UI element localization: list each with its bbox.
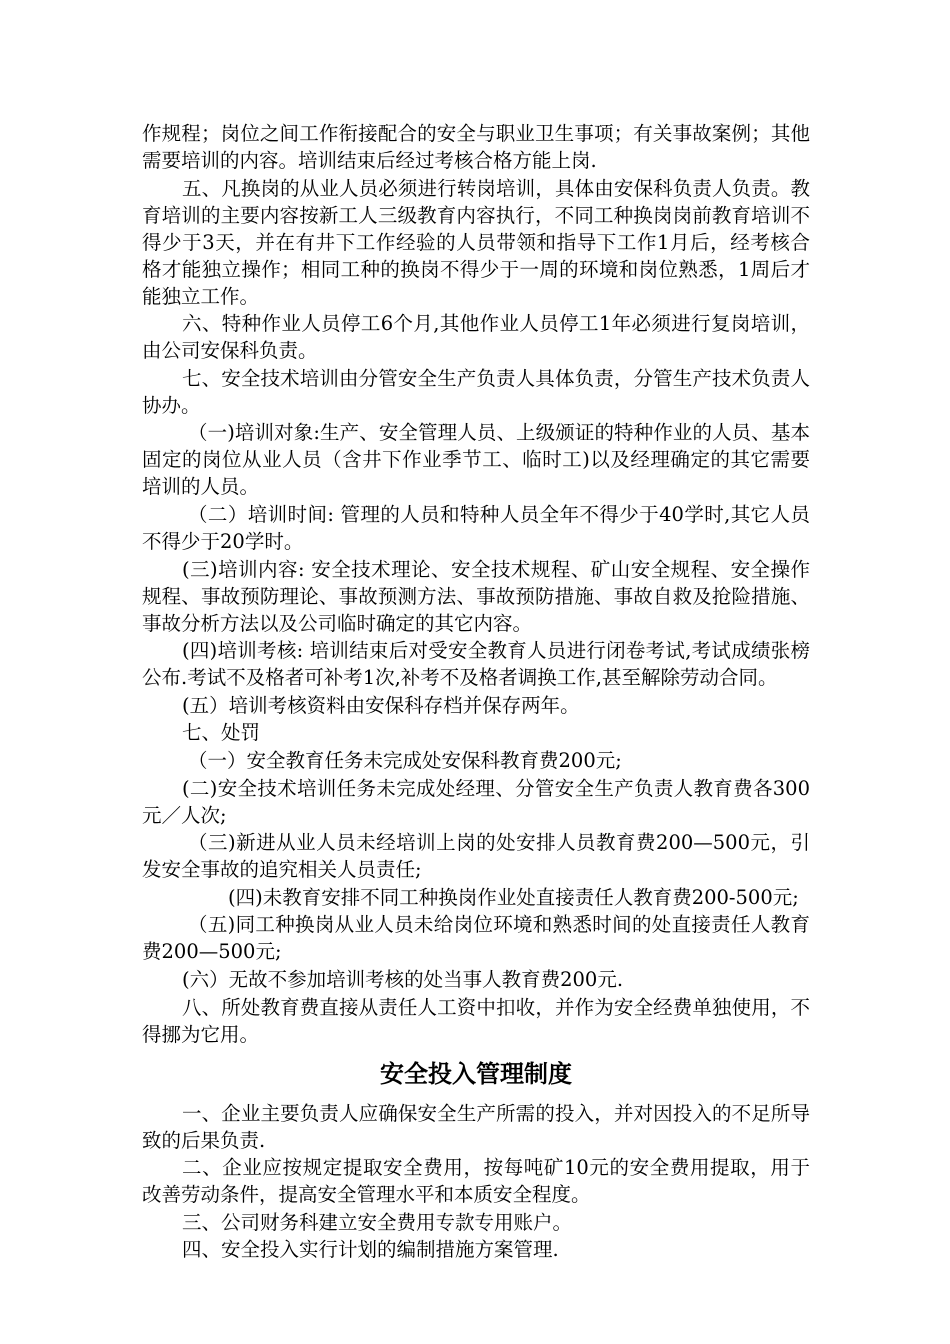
paragraph-safety-tech-training: 七、安全技术培训由分管安全生产负责人具体负责，分管生产技术负责人协办。: [142, 366, 810, 417]
paragraph-penalty-2: (二)安全技术培训任务未完成处经理、分管安全生产负责人教育费各300元／人次;: [142, 776, 810, 827]
paragraph-training-content-continued: 作规程；岗位之间工作衔接配合的安全与职业卫生事项；有关事故案例；其他需要培训的内容。培训结束后经过考核合格方能上岗.: [142, 122, 810, 172]
paragraph-penalty-1: （一）安全教育任务未完成处安保科教育费200元;: [188, 748, 622, 772]
paragraph-education-fee-usage: 八、所处教育费直接从责任人工资中扣收，并作为安全经费单独使用，不得挪为它用。: [142, 995, 810, 1046]
paragraph-training-records: (五）培训考核资料由安保科存档并保存两年。: [182, 693, 580, 717]
paragraph-investment-responsibility: 一、企业主要负责人应确保安全生产所需的投入，并对因投入的不足所导致的后果负责.: [142, 1101, 810, 1152]
paragraph-safety-fee-extraction: 二、企业应按规定提取安全费用，按每吨矿10元的安全费用提取，用于改善劳动条件，提高安全管理水平和本质安全程度。: [142, 1156, 810, 1207]
paragraph-training-hours: （二）培训时间: 管理的人员和特种人员全年不得少于40学时,其它人员不得少于20学时。: [142, 502, 810, 553]
paragraph-re-employment-training: 六、特种作业人员停工6个月,其他作业人员停工1年必须进行复岗培训，由公司安保科负责。: [142, 312, 810, 363]
paragraph-dedicated-account: 三、公司财务科建立安全费用专款专用账户。: [182, 1210, 573, 1234]
section-title: 安全投入管理制度: [380, 1059, 572, 1088]
paragraph-penalty-3: （三)新进从业人员未经培训上岗的处安排人员教育费200—500元，引发安全事故的追究相关人员责任;: [142, 831, 810, 882]
paragraph-investment-planning: 四、安全投入实行计划的编制措施方案管理.: [182, 1238, 559, 1262]
paragraph-penalties-heading: 七、处罚: [182, 721, 261, 745]
paragraph-job-transfer-training: 五、凡换岗的从业人员必须进行转岗培训，具体由安保科负责人负责。教育培训的主要内容按新工人三级教育内容执行，不同工种换岗岗前教育培训不得少于3天，并在有井下工作经验的人员带领和指导下工作1月后，经考核合格才能独立操作；相同工种的换岗不得少于一周的环境和岗位熟悉，1周后才能独立工作。: [142, 176, 810, 308]
paragraph-training-contents: (三)培训内容: 安全技术理论、安全技术规程、矿山安全规程、安全操作规程、事故预防理论、事故预测方法、事故预防措施、事故自救及抢险措施、事故分析方法以及公司临时确定的其它内容。: [142, 557, 810, 635]
paragraph-penalty-6: (六）无故不参加培训考核的处当事人教育费200元.: [182, 967, 624, 991]
document-body: [142, 120, 810, 1264]
paragraph-penalty-5: （五)同工种换岗从业人员未给岗位环境和熟悉时间的处直接责任人教育费200—500元;: [142, 913, 810, 964]
paragraph-penalty-4: (四)未教育安排不同工种换岗作业处直接责任人教育费200-500元;: [228, 885, 799, 909]
paragraph-training-targets: （一)培训对象:生产、安全管理人员、上级颁证的特种作业的人员、基本固定的岗位从业人员（含井下作业季节工、临时工)以及经理确定的其它需要培训的人员。: [142, 421, 810, 499]
paragraph-training-assessment: (四)培训考核: 培训结束后对受安全教育人员进行闭卷考试,考试成绩张榜公布.考试不及格者可补考1次,补考不及格者调换工作,甚至解除劳动合同。: [142, 639, 810, 690]
